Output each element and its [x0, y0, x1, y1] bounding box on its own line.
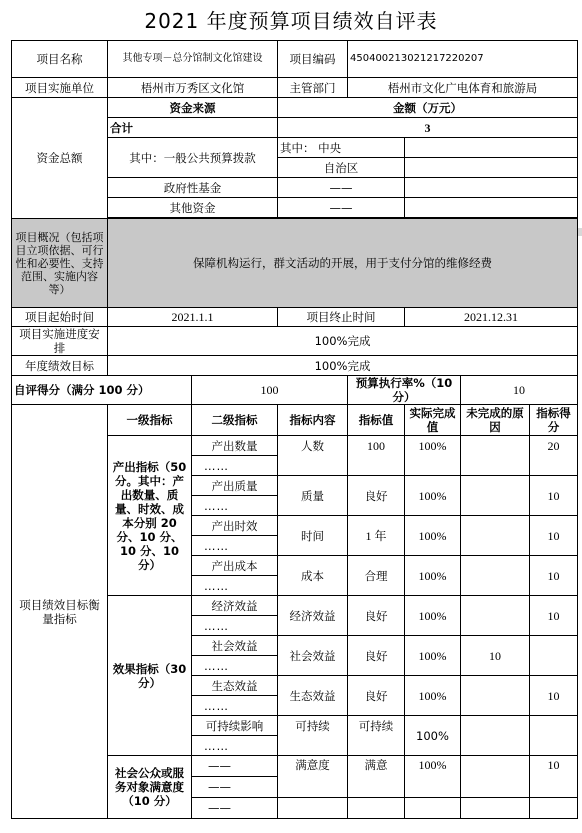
progress-label: 项目实施进度安排	[12, 327, 108, 356]
district-value	[405, 158, 578, 178]
project-name-label: 项目名称	[12, 41, 108, 78]
measure-label: 项目绩效目标衡量指标	[12, 405, 108, 819]
table-row: 效果指标（30 分） 经济效益 经济效益 良好 100% 10	[12, 596, 578, 616]
impl-unit-label: 项目实施单位	[12, 78, 108, 98]
table-row: 社会效益 社会效益 良好 100% 10	[12, 636, 578, 656]
start-time-value: 2021.1.1	[108, 308, 278, 327]
dept-label: 主管部门	[278, 78, 348, 98]
exec-rate-label: 预算执行率%（10 分）	[348, 376, 461, 405]
table-row: 产出指标（50 分。其中：产出数量、质量、时效、成本分别 20 分、10 分、10 分、10 分） 产出数量 人数 100 100% 20	[12, 436, 578, 456]
other-fund-value: ——	[278, 198, 405, 218]
output-indicator-label: 产出指标（50 分。其中：产出数量、质量、时效、成本分别 20 分、10 分、10 分、10 分）	[108, 436, 192, 596]
col-score: 指标得分	[530, 405, 578, 436]
effect-indicator-label: 效果指标（30 分）	[108, 596, 192, 756]
impl-unit-value: 梧州市万秀区文化馆	[108, 78, 278, 98]
table-row: 产出成本 成本 合理 100% 10	[12, 556, 578, 576]
annual-target-label: 年度绩效目标	[12, 356, 108, 376]
table-row: 可持续影响 可持续 可持续 100%	[12, 716, 578, 736]
project-code-value: 450400213021217220207	[348, 41, 578, 78]
table-row: 产出质量 质量 良好 100% 10	[12, 476, 578, 496]
col-lvl1: 一级指标	[108, 405, 192, 436]
col-content: 指标内容	[278, 405, 348, 436]
amount-header: 金额（万元）	[278, 98, 578, 118]
table-row: ——	[12, 798, 578, 819]
col-actual: 实际完成值	[405, 405, 461, 436]
table-row: ——	[12, 777, 578, 798]
page-title: 2021 年度预算项目绩效自评表	[144, 9, 438, 33]
satisfaction-indicator-label: 社会公众或服务对象满意度（10 分）	[108, 756, 192, 819]
table-row: 生态效益 生态效益 良好 100% 10	[12, 676, 578, 696]
table-row: 社会公众或服务对象满意度（10 分） —— 满意度 满意 100% 10	[12, 756, 578, 777]
table-row: 产出时效 时间 1 年 100% 10	[12, 516, 578, 536]
project-name-value: 其他专项－总分馆制文化馆建设	[108, 41, 278, 78]
gov-fund-label: 政府性基金	[108, 178, 278, 198]
start-time-label: 项目起始时间	[12, 308, 108, 327]
central-value	[405, 138, 578, 158]
col-lvl2: 二级指标	[192, 405, 278, 436]
other-fund-label: 其他资金	[108, 198, 278, 218]
general-budget-label: 其中：一般公共预算拨款	[108, 138, 278, 178]
col-reason: 未完成的原因	[461, 405, 530, 436]
end-time-value: 2021.12.31	[405, 308, 578, 327]
total-value: 3	[278, 118, 578, 138]
annual-target-value: 100%完成	[108, 356, 578, 376]
district-label: 自治区	[278, 158, 405, 178]
progress-value: 100%完成	[108, 327, 578, 356]
dept-value: 梧州市文化广电体育和旅游局	[348, 78, 578, 98]
col-value: 指标值	[348, 405, 405, 436]
self-score-value: 100	[192, 376, 348, 405]
gov-fund-value: ——	[278, 178, 405, 198]
project-code-label: 项目编码	[278, 41, 348, 78]
funds-label: 资金总额	[12, 98, 108, 219]
total-label: 合计	[108, 118, 278, 138]
overview-value: 保障机构运行，群文活动的开展，用于支付分馆的维修经费	[108, 219, 578, 308]
overview-label: 项目概况（包括项目立项依据、可行性和必要性、支持范围、实施内容等）	[12, 219, 108, 308]
scrollbar-hint[interactable]	[578, 228, 582, 236]
exec-rate-value: 10	[461, 376, 578, 405]
fund-source-header: 资金来源	[108, 98, 278, 118]
self-evaluation-table: 项目名称 其他专项－总分馆制文化馆建设 项目编码 450400213021217220207 项目实施单位 梧州市万秀区文化馆 主管部门 梧州市文化广电体育和旅游局 资金总额 资金来源 金额（万元） 合计 3 其中：一般公共预算拨款 其中： 中央 自治区 政府性基金 —— 其他资金 —— 项目概况（包括项目立项依据、可行性和必要性、支持范围、实施内容等） 保障机构运行，群文活动的开展，用于支付分馆的维修经费 项目起始时间 2021.1.1 项目终止时间 2021.12.31 项目实施进度安排 100%完成 年度绩效目标 100%完成 自评得分（满分 100 分） 100 预算执行率%（10 分） 10 项目绩效目标衡量指标 一级指标 二级指标 指标内容 指标值 实际完成值 未完成的原因 指标得分 产出指标（50 分。其中：产出数量、质量、时效、成本分别 20 分、10 分、10 分、10 分） 产出数量 人数 100 100% 20 …… 产出质量 质量 良好 100% 10 …… 产出时效 时间 1 年 100% 10 …… 产出成本 成本 合理 100% 10 …… 效果指标（30 分） 经济效益 经济效益 良好 100% 10 …… 社会效益 社会效益 良好 100% 10 …… 生态效益 生态效益 良好 100% 10 …… 可持续影响 可持续 可持续 100% …… 社会公众或服务对象满意度（10 分） —— 满意度 满意 100% 10 —— ——	[11, 40, 578, 819]
end-time-label: 项目终止时间	[278, 308, 405, 327]
central-label: 其中： 中央	[278, 138, 405, 158]
self-score-label: 自评得分（满分 100 分）	[12, 376, 192, 405]
